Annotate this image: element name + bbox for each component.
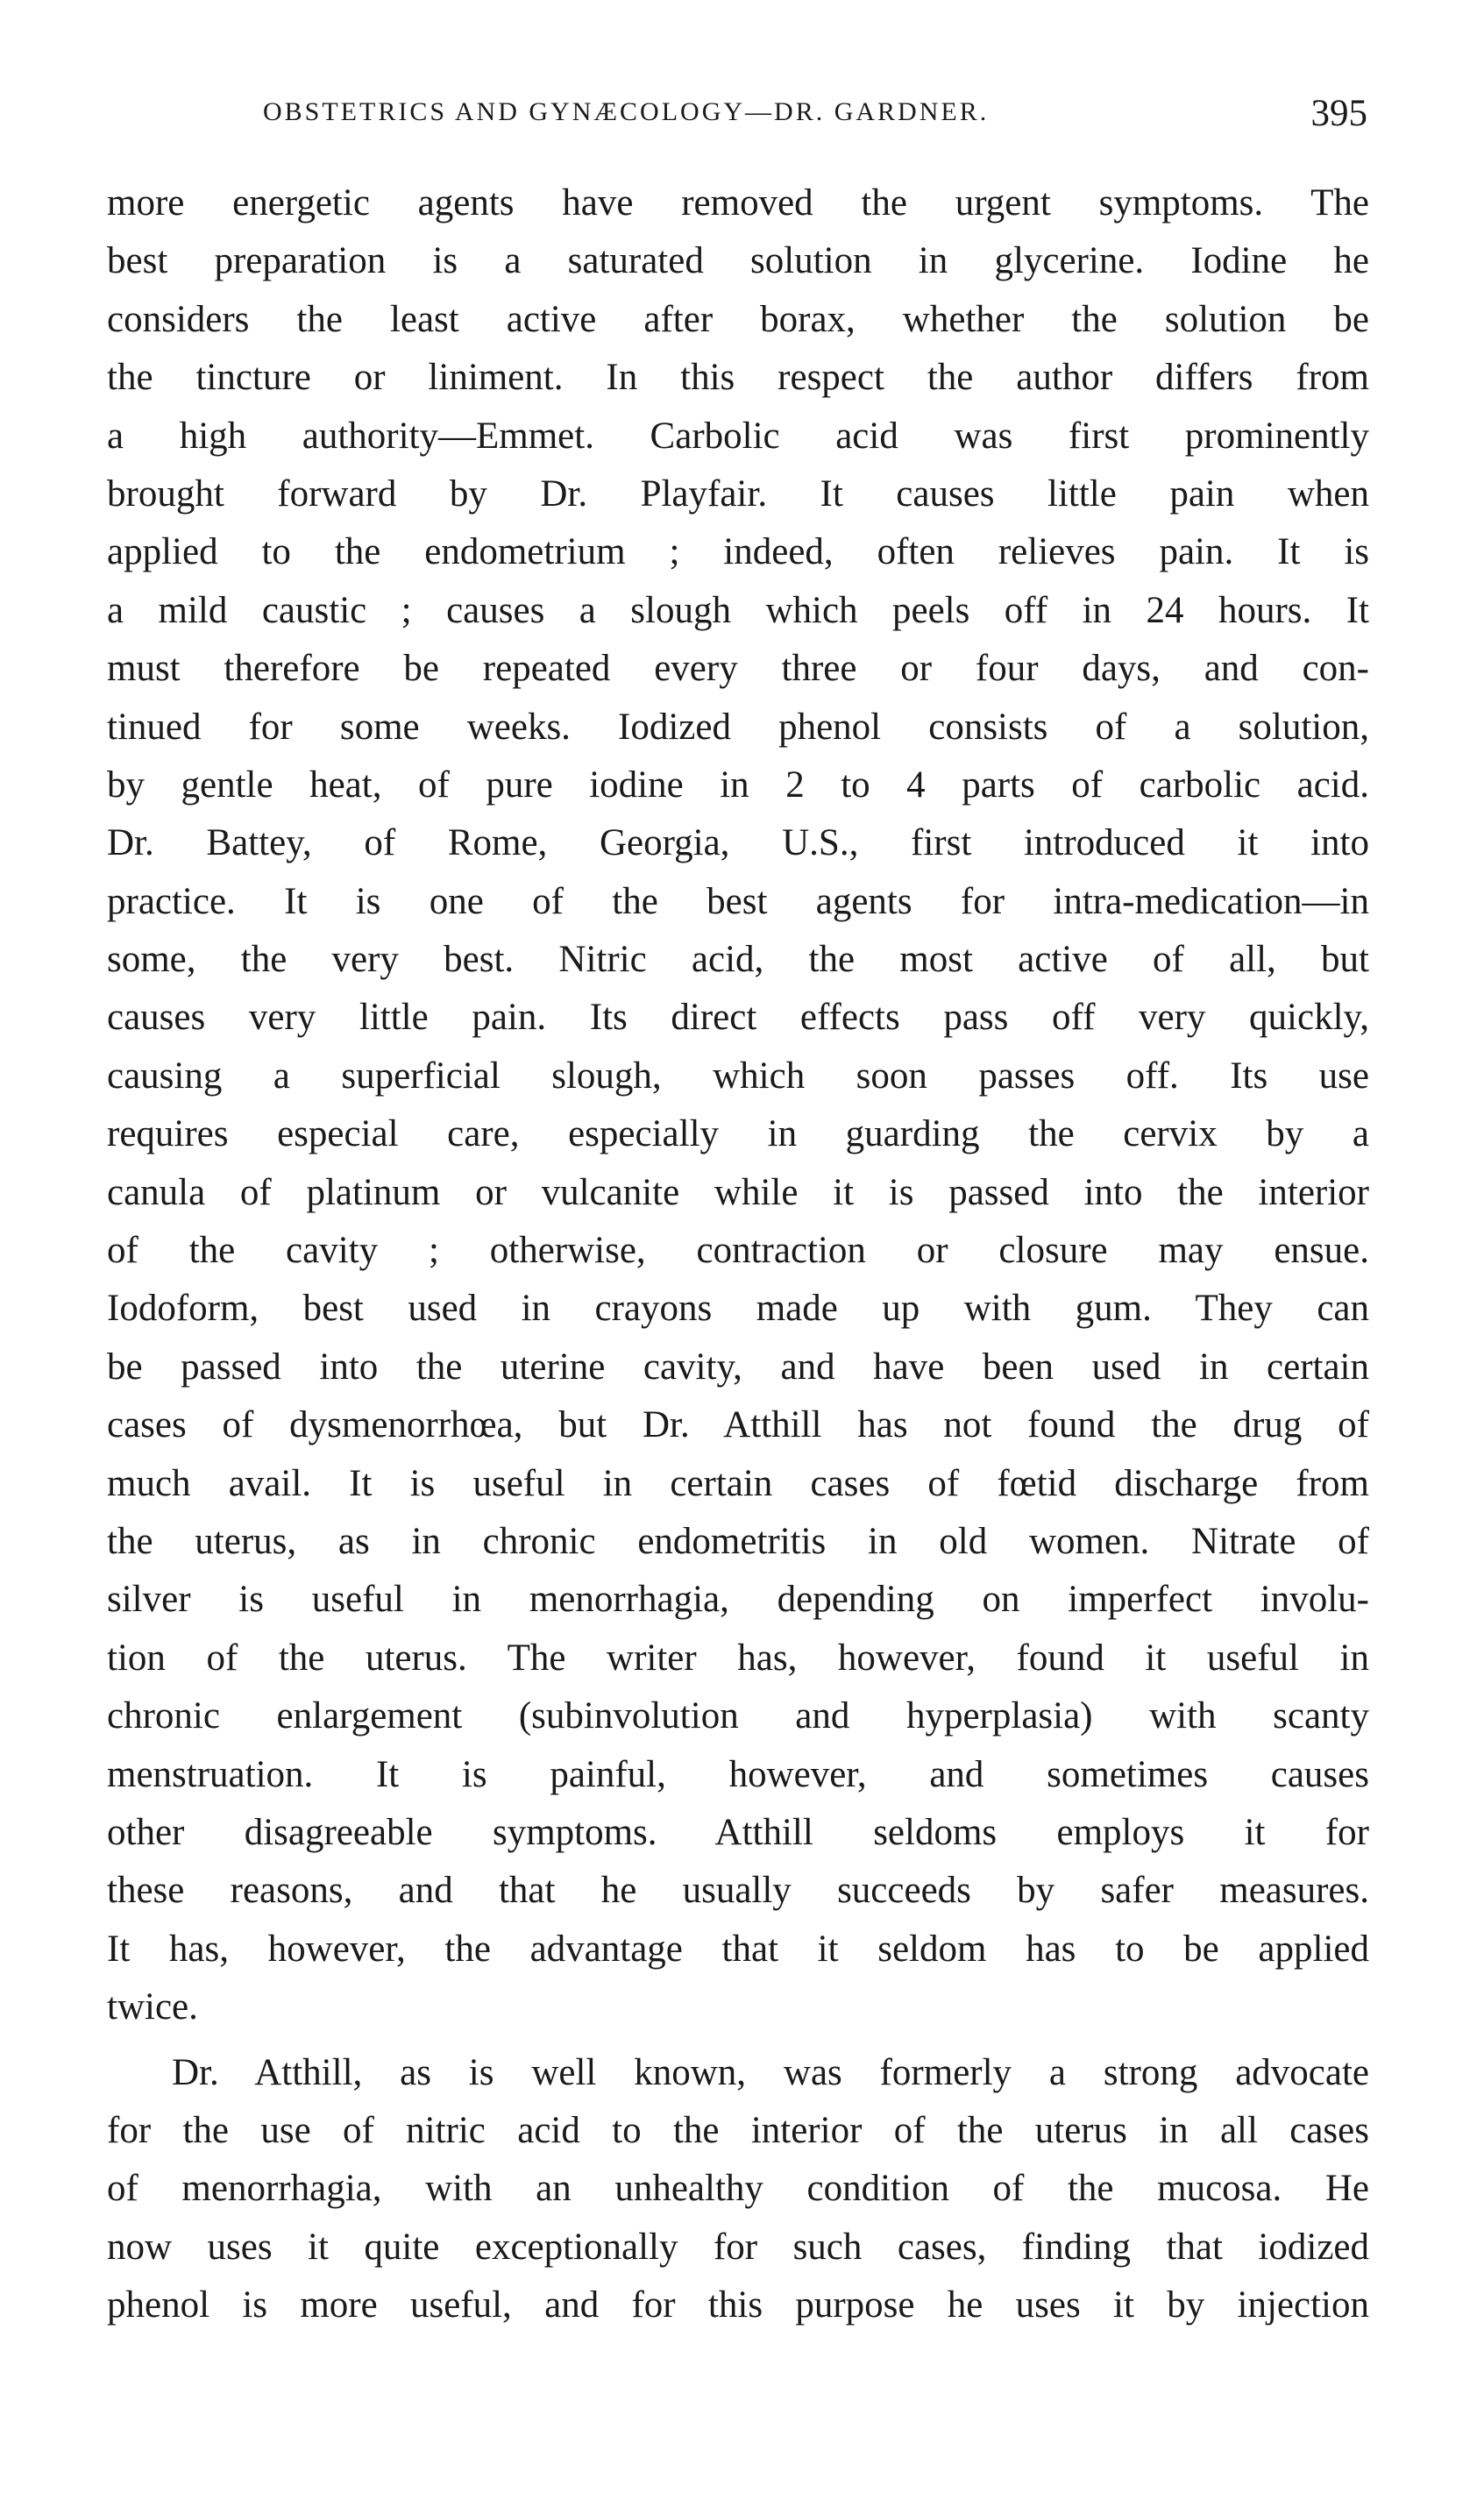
page-number: 395: [1310, 93, 1367, 134]
text-line: these reasons, and that he usually succeeds by safer measures.: [107, 1870, 1369, 1912]
text-line: some, the very best. Nitric acid, the most active of all, but: [107, 939, 1369, 981]
text-line: cases of dysmenorrhœa, but Dr. Atthill has not found the drug of: [107, 1404, 1369, 1446]
text-line: requires especial care, especially in guarding the cervix by a: [107, 1113, 1369, 1155]
text-line: by gentle heat, of pure iodine in 2 to 4 parts of carbolic acid.: [107, 764, 1369, 806]
text-line: a mild caustic ; causes a slough which peels off in 24 hours. It: [107, 589, 1369, 631]
text-line: the tincture or liniment. In this respect the author differs from: [107, 357, 1369, 399]
text-line: canula of platinum or vulcanite while it is passed into the interior: [107, 1171, 1369, 1213]
paragraph-2: [107, 2044, 1369, 2335]
text-line: tion of the uterus. The writer has, however, found it useful in: [107, 1637, 1369, 1679]
text-line: considers the least active after borax, whether the solution be: [107, 298, 1369, 340]
text-line: Iodoform, best used in crayons made up with gum. They can: [107, 1288, 1369, 1330]
text-line: now uses it quite exceptionally for such cases, finding that iodized: [107, 2226, 1369, 2268]
running-head: [263, 92, 1367, 145]
text-line: best preparation is a saturated solution in glycerine. Iodine he: [107, 240, 1369, 282]
body-text: [107, 174, 1369, 2334]
text-line: must therefore be repeated every three or four days, and con-: [107, 648, 1369, 690]
text-line: more energetic agents have removed the urgent symptoms. The: [107, 182, 1369, 224]
text-line: Dr. Atthill, as is well known, was formerly a strong advocate: [172, 2051, 1369, 2093]
paragraph-1: [107, 174, 1369, 2037]
text-line: the uterus, as in chronic endometritis in old women. Nitrate of: [107, 1520, 1369, 1562]
text-line: menstruation. It is painful, however, and sometimes causes: [107, 1753, 1369, 1795]
text-line: twice.: [107, 1986, 198, 2028]
text-line: tinued for some weeks. Iodized phenol consists of a solution,: [107, 706, 1369, 748]
text-line: chronic enlargement (subinvolution and hyperplasia) with scanty: [107, 1695, 1369, 1737]
text-line: applied to the endometrium ; indeed, often relieves pain. It is: [107, 531, 1369, 573]
text-line: Dr. Battey, of Rome, Georgia, U.S., first introduced it into: [107, 822, 1369, 864]
text-line: It has, however, the advantage that it seldom has to be applied: [107, 1928, 1369, 1970]
text-line: much avail. It is useful in certain cases of fœtid discharge from: [107, 1462, 1369, 1504]
text-line: be passed into the uterine cavity, and have been used in certain: [107, 1346, 1369, 1388]
text-line: other disagreeable symptoms. Atthill seldoms employs it for: [107, 1811, 1369, 1853]
text-line: a high authority—Emmet. Carbolic acid was first prominently: [107, 415, 1369, 457]
text-line: practice. It is one of the best agents for intra-medication—in: [107, 880, 1369, 922]
text-line: for the use of nitric acid to the interior of the uterus in all cases: [107, 2109, 1369, 2151]
text-line: causing a superficial slough, which soon passes off. Its use: [107, 1055, 1369, 1097]
text-line: phenol is more useful, and for this purpose he uses it by injection: [107, 2284, 1369, 2326]
paragraph-gap: [107, 2037, 1369, 2044]
text-line: of menorrhagia, with an unhealthy condition of the mucosa. He: [107, 2168, 1369, 2210]
text-line: silver is useful in menorrhagia, depending on imperfect involu-: [107, 1579, 1369, 1621]
text-line: of the cavity ; otherwise, contraction or closure may ensue.: [107, 1230, 1369, 1272]
text-line: brought forward by Dr. Playfair. It causes little pain when: [107, 472, 1369, 515]
text-line: causes very little pain. Its direct effects pass off very quickly,: [107, 997, 1369, 1039]
running-title: OBSTETRICS AND GYNÆCOLOGY—DR. GARDNER.: [263, 97, 990, 126]
